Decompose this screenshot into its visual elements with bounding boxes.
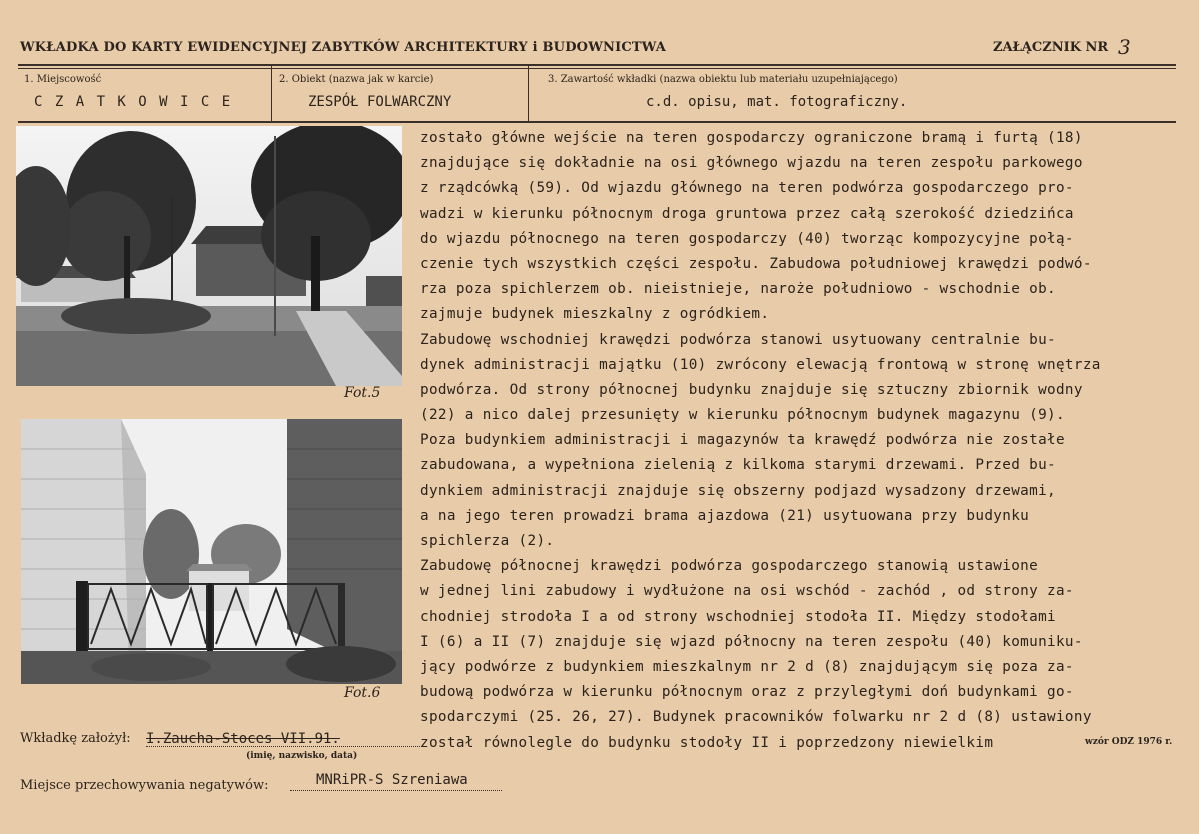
text-line: spodarczymi (25. 26, 27). Budynek pracowników folwarku nr 2 d (8) ustawiony — [420, 709, 1092, 726]
annex-number: 3 — [1118, 35, 1131, 59]
text-line: zabudowana, a wypełniona zielenią z kilkoma starymi drzewami. Przed bu- — [420, 457, 1056, 474]
text-line: (22) a nico dalej przesunięty w kierunku północnym budynek magazynu (9). — [420, 407, 1065, 424]
text-line: znajdujące się dokładnie na osi głównego wjazdu na teren zespołu parkowego — [420, 155, 1083, 172]
text-line: chodniej strodoła I a od strony wschodniej stodoła II. Między stodołami — [420, 608, 1056, 625]
field-value-locality: C Z A T K O W I C E — [34, 94, 233, 110]
text-line: rza poza spichlerzem ob. nieistnieje, naroże południowo - wschodnie ob. — [420, 281, 1056, 298]
text-line: zajmuje budynek mieszkalny z ogródkiem. — [420, 306, 770, 323]
annex-label: ZAŁĄCZNIK NR — [993, 40, 1109, 55]
text-line: spichlerza (2). — [420, 533, 555, 549]
text-line: w jednej lini zabudowy i wydłużone na osi wschód - zachód , od strony za- — [420, 583, 1074, 600]
text-line: jący podwórze z budynkiem mieszkalnym nr 2 d (8) znajdującym się poza za- — [420, 658, 1074, 675]
description-text — [420, 126, 1180, 756]
text-line: Poza budynkiem administracji i magazynów ta krawędź podwórza nie zostałe — [420, 432, 1065, 449]
text-line: wadzi w kierunku północnym droga gruntowa przez całą szerokość dziedzińca — [420, 205, 1074, 222]
photo-fot6 — [21, 419, 402, 684]
negatives-storage-dotline — [290, 790, 502, 791]
field-label-contents: 3. Zawartość wkładki (nazwa obiektu lub materiału uzupełniającego) — [548, 74, 898, 85]
field-value-object: ZESPÓŁ FOLWARCZNY — [308, 94, 452, 110]
field-divider-2 — [528, 66, 529, 122]
field-label-object: 2. Obiekt (nazwa jak w karcie) — [279, 74, 434, 85]
header-rule-top — [18, 64, 1176, 66]
text-line: czenie tych wszystkich części zespołu. Zabudowa południowej krawędzi podwó- — [420, 255, 1092, 272]
caption-fot5: Fot.5 — [344, 385, 381, 401]
text-line: dynkiem administracji znajduje się obszerny podjazd wysadzony drzewami, — [420, 482, 1056, 499]
fields-rule-bottom — [18, 121, 1176, 123]
text-line: z rządcówką (59). Od wjazdu głównego na teren podwórza gospodarczego pro- — [420, 180, 1074, 197]
text-line: budową podwórza w kierunku północnym oraz z przyległymi doń budynkami go- — [420, 684, 1074, 701]
photo-fot5 — [16, 126, 402, 386]
negatives-storage-value: MNRiPR-S Szreniawa — [316, 772, 468, 788]
prepared-by-sublabel: (imię, nazwisko, data) — [246, 751, 358, 761]
text-line: zostało główne wejście na teren gospodarczy ograniczone bramą i furtą (18) — [420, 130, 1083, 146]
text-line: podwórza. Od strony północnej budynku znajduje się sztuczny zbiornik wodny — [420, 381, 1083, 398]
field-divider-1 — [271, 66, 272, 122]
text-line: Zabudowę wschodniej krawędzi podwórza stanowi usytuowany centralnie bu- — [420, 331, 1056, 348]
text-line: a na jego teren prowadzi brama ajazdowa (21) usytuowana przy budynku — [420, 507, 1030, 524]
prepared-by-dotline — [146, 746, 422, 747]
text-line: dynek administracji majątku (10) zwrócony elewacją frontową w stronę wnętrza — [420, 356, 1101, 373]
text-line: Zabudowę północnej krawędzi podwórza gospodarczego stanowią ustawione — [420, 558, 1039, 575]
text-line: I (6) a II (7) znajduje się wjazd północny na teren zespołu (40) komuniku- — [420, 633, 1083, 650]
prepared-by-value: I.Zaucha-Stoces VII.91. — [146, 731, 340, 747]
text-line: do wjazdu północnego na teren gospodarczy (40) tworząc kompozycyjne połą- — [420, 230, 1074, 247]
field-label-locality: 1. Miejscowość — [24, 74, 102, 85]
document-title: WKŁADKA DO KARTY EWIDENCYJNEJ ZABYTKÓW ARCHITEKTURY i BUDOWNICTWA — [20, 40, 667, 55]
form-print-mark: wzór ODZ 1976 r. — [1085, 737, 1173, 747]
negatives-storage-label: Miejsce przechowywania negatywów: — [20, 778, 269, 793]
caption-fot6: Fot.6 — [344, 685, 381, 701]
text-line: został równolegle do budynku stodoły II i poprzedzony niewielkim — [420, 734, 994, 751]
header-rule-thin — [18, 68, 1176, 69]
prepared-by-label: Wkładkę założył: — [20, 731, 131, 746]
field-value-contents: c.d. opisu, mat. fotograficzny. — [646, 94, 908, 110]
